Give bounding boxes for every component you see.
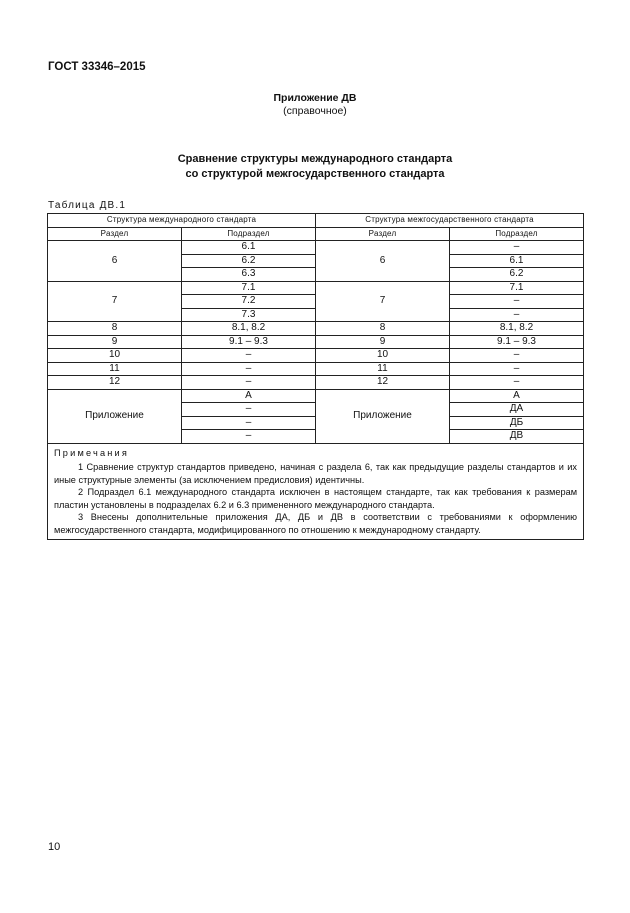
col-header-subsection-right: Подраздел [450,227,584,241]
annex-title: Приложение ДВ [273,92,357,104]
section-cell-international: Приложение [48,389,182,443]
notes-heading: Примечания [54,447,130,458]
subsection-cell-interstate: – [450,295,584,309]
group-header-international: Структура международного стандарта [48,214,316,228]
section-cell-international: 6 [48,241,182,282]
subsection-cell-international: – [182,362,316,376]
subsection-cell-interstate: 7.1 [450,281,584,295]
subsection-cell-international: 8.1, 8.2 [182,322,316,336]
subsection-cell-interstate: А [450,389,584,403]
subsection-cell-interstate: – [450,376,584,390]
table-row [48,389,584,403]
subsection-cell-interstate: 9.1 – 9.3 [450,335,584,349]
table-row [48,322,584,336]
subsection-cell-interstate: 8.1, 8.2 [450,322,584,336]
notes-cell [48,443,584,540]
section-cell-interstate: 6 [316,241,450,282]
section-title-line2: со структурой межгосударственного стандарта [185,168,445,180]
notes-row [48,443,584,540]
section-cell-interstate: 10 [316,349,450,363]
subsection-cell-interstate: – [450,308,584,322]
subsection-cell-interstate: – [450,362,584,376]
section-cell-international: 12 [48,376,182,390]
subsection-cell-interstate: – [450,349,584,363]
comparison-table [47,213,584,540]
subsection-cell-international: 7.1 [182,281,316,295]
note-item: 3 Внесены дополнительные приложения ДА, ДБ и ДВ в соответствии с требованиями к оформлению межгосударственного стандарта, модифицированного по отношению к международному стандарту. [54,512,578,535]
section-cell-interstate: 11 [316,362,450,376]
table-row [48,349,584,363]
section-title-line1: Сравнение структуры международного стандарта [177,153,453,165]
subsection-cell-international: 7.2 [182,295,316,309]
note-item: 1 Сравнение структур стандартов приведено, начиная с раздела 6, так как предыдущие разделы стандартов и их иные структурные элементы (за исключением предисловия) идентичны. [54,462,578,485]
subsection-cell-international: 7.3 [182,308,316,322]
col-header-section-left: Раздел [48,227,182,241]
group-header-interstate: Структура межгосударственного стандарта [316,214,584,228]
column-header-row [48,227,584,241]
subsection-cell-interstate: ДВ [450,430,584,444]
section-cell-international: 7 [48,281,182,322]
subsection-cell-international: 9.1 – 9.3 [182,335,316,349]
note-item: 2 Подраздел 6.1 международного стандарта исключен в настоящем стандарте, так как требования к размерам пластин установлены в подразделах 6.2 и 6.3 примененного международного стандарта. [54,487,578,510]
subsection-cell-international: 6.1 [182,241,316,255]
table-row [48,241,584,255]
col-header-subsection-left: Подраздел [182,227,316,241]
table-row [48,335,584,349]
section-cell-interstate: 8 [316,322,450,336]
section-cell-international: 10 [48,349,182,363]
subsection-cell-international: – [182,376,316,390]
subsection-cell-interstate: – [450,241,584,255]
subsection-cell-international: – [182,403,316,417]
subsection-cell-interstate: 6.2 [450,268,584,282]
section-cell-international: 9 [48,335,182,349]
section-cell-interstate: 9 [316,335,450,349]
section-cell-interstate: 12 [316,376,450,390]
table-row [48,362,584,376]
annex-heading [0,92,630,118]
section-cell-interstate: 7 [316,281,450,322]
group-header-row [48,214,584,228]
table-row [48,376,584,390]
subsection-cell-international: – [182,416,316,430]
section-cell-international: 8 [48,322,182,336]
page-number: 10 [48,841,61,853]
subsection-cell-international: 6.3 [182,268,316,282]
subsection-cell-international: 6.2 [182,254,316,268]
document-id: ГОСТ 33346–2015 [48,61,146,73]
section-title [0,152,630,182]
table-caption: Таблица ДВ.1 [48,200,127,211]
subsection-cell-international: – [182,349,316,363]
subsection-cell-interstate: ДБ [450,416,584,430]
section-cell-interstate: Приложение [316,389,450,443]
subsection-cell-international: А [182,389,316,403]
annex-subtitle: (справочное) [283,105,347,117]
col-header-section-right: Раздел [316,227,450,241]
section-cell-international: 11 [48,362,182,376]
table-row [48,281,584,295]
subsection-cell-interstate: 6.1 [450,254,584,268]
subsection-cell-interstate: ДА [450,403,584,417]
subsection-cell-international: – [182,430,316,444]
